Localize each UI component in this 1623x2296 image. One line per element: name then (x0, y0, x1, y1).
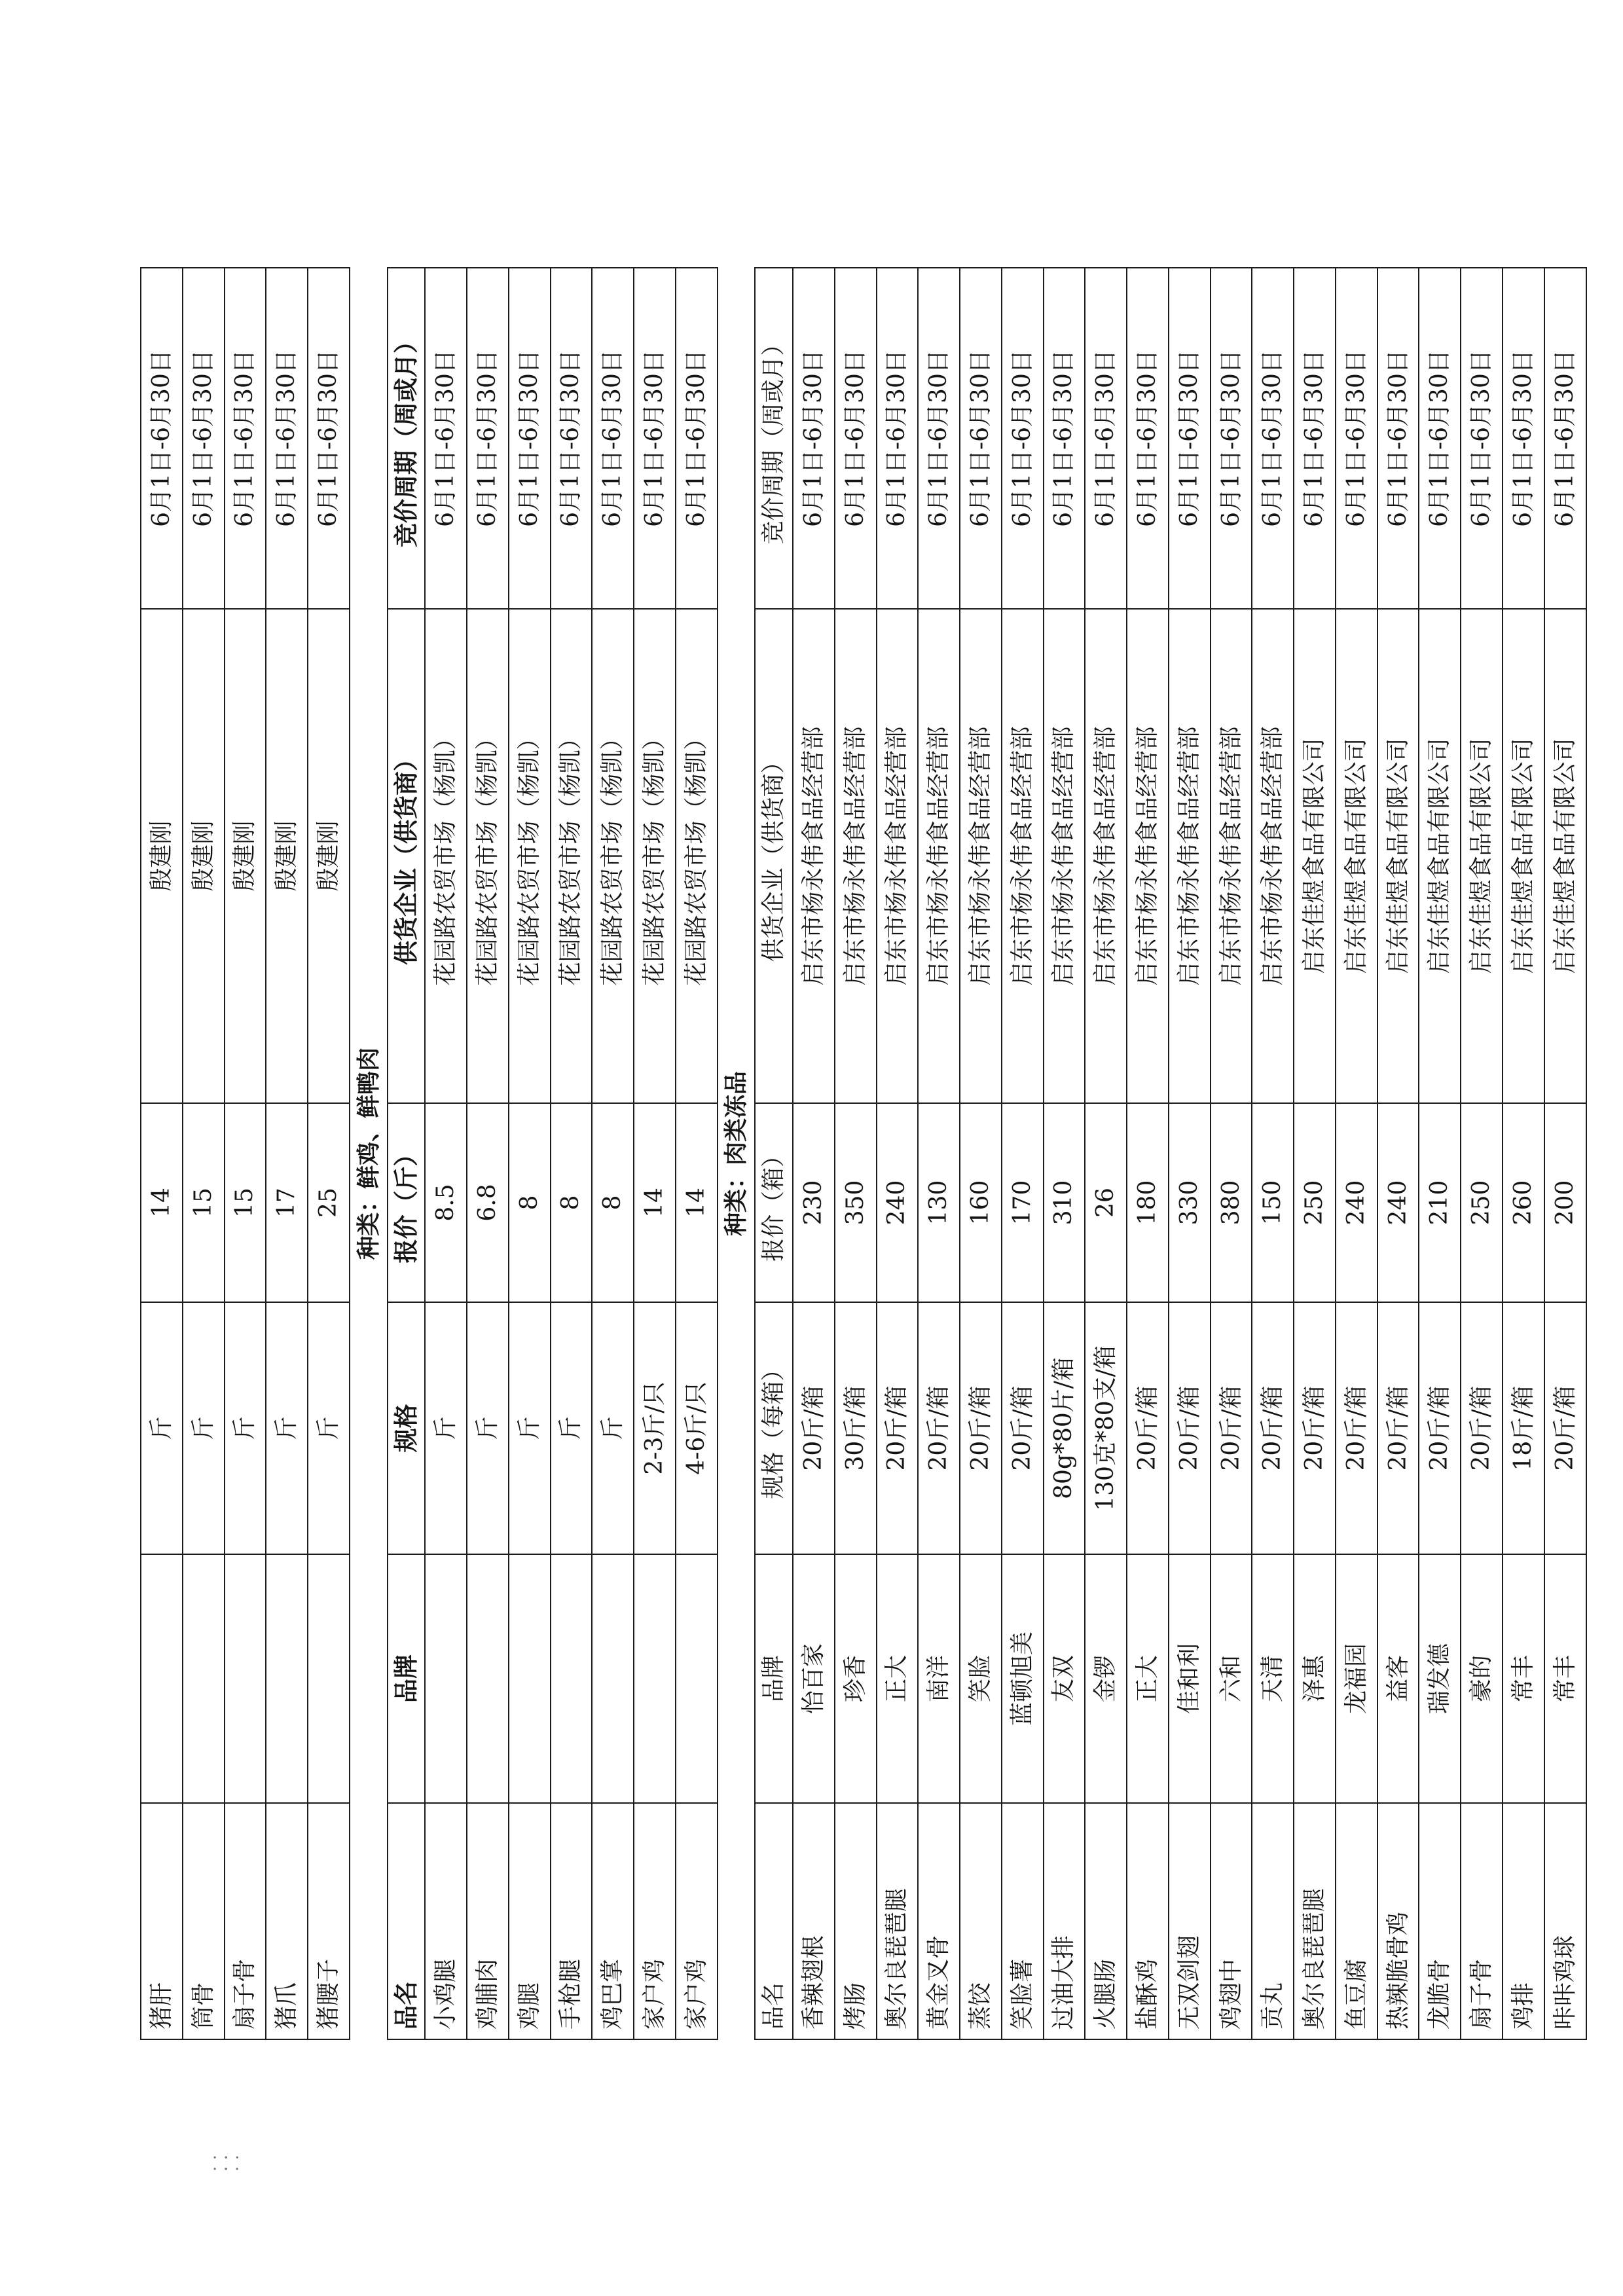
cell-brand (308, 1554, 350, 1803)
cell-name: 猪爪 (266, 1803, 308, 2039)
cell-price: 160 (960, 1103, 1002, 1302)
scan-speck: ⸬⸬ (213, 2153, 236, 2174)
cell-price: 报价（斤） (388, 1103, 426, 1302)
cell-brand: 珍香 (835, 1554, 877, 1803)
table-row (877, 268, 919, 2039)
table-row (467, 268, 509, 2039)
section-title: 种类：肉类冻品 (718, 268, 756, 2039)
cell-supplier: 花园路农贸市场（杨凯） (509, 609, 551, 1103)
cell-brand: 南洋 (918, 1554, 960, 1803)
cell-spec: 80g*80片/箱 (1044, 1302, 1085, 1554)
cell-supplier: 启东市杨永伟食品经营部 (1085, 609, 1127, 1103)
cell-price: 180 (1127, 1103, 1169, 1302)
cell-brand: 常丰 (1544, 1554, 1586, 1803)
cell-period: 6月1日-6月30日 (835, 268, 877, 609)
cell-period: 6月1日-6月30日 (1544, 268, 1586, 609)
cell-supplier: 启东市杨永伟食品经营部 (835, 609, 877, 1103)
cell-supplier: 花园路农贸市场（杨凯） (467, 609, 509, 1103)
cell-supplier: 启东市杨永伟食品经营部 (1044, 609, 1085, 1103)
cell-spec: 20斤/箱 (1336, 1302, 1377, 1554)
cell-supplier: 殷建刚 (266, 609, 308, 1103)
cell-spec: 规格（每箱） (755, 1302, 793, 1554)
cell-supplier: 启东佳煜食品有限公司 (1294, 609, 1336, 1103)
cell-brand (266, 1554, 308, 1803)
cell-name: 筒骨 (183, 1803, 225, 2039)
cell-name: 品名 (388, 1803, 426, 2039)
cell-name: 蒸饺 (960, 1803, 1002, 2039)
table-row (634, 268, 676, 2039)
cell-price: 6.8 (467, 1103, 509, 1302)
cell-supplier: 启东佳煜食品有限公司 (1503, 609, 1544, 1103)
cell-supplier: 供货企业（供货商） (755, 609, 793, 1103)
cell-name: 鸡排 (1503, 1803, 1544, 2039)
cell-period: 6月1日-6月30日 (634, 268, 676, 609)
cell-period: 竞价周期（周或月） (388, 268, 426, 609)
cell-brand: 豪的 (1461, 1554, 1503, 1803)
cell-supplier: 启东佳煜食品有限公司 (1419, 609, 1461, 1103)
cell-period: 6月1日-6月30日 (1419, 268, 1461, 609)
cell-supplier: 启东佳煜食品有限公司 (1544, 609, 1586, 1103)
cell-name: 笑脸薯 (1002, 1803, 1044, 2039)
cell-spec: 20斤/箱 (1377, 1302, 1419, 1554)
table-row (960, 268, 1002, 2039)
cell-price: 350 (835, 1103, 877, 1302)
cell-price: 250 (1294, 1103, 1336, 1302)
cell-brand: 六和 (1211, 1554, 1252, 1803)
cell-brand: 品牌 (388, 1554, 426, 1803)
table-row (1252, 268, 1294, 2039)
cell-supplier: 花园路农贸市场（杨凯） (592, 609, 634, 1103)
cell-price: 240 (1336, 1103, 1377, 1302)
section-title-poultry (350, 268, 388, 2039)
table-row (551, 268, 593, 2039)
cell-supplier: 殷建刚 (225, 609, 266, 1103)
cell-price: 230 (793, 1103, 835, 1302)
cell-period: 6月1日-6月30日 (551, 268, 593, 609)
cell-name: 奥尔良琵琶腿 (877, 1803, 919, 2039)
cell-spec: 20斤/箱 (1461, 1302, 1503, 1554)
cell-spec: 斤 (141, 1302, 183, 1554)
cell-price: 240 (877, 1103, 919, 1302)
cell-price: 14 (676, 1103, 718, 1302)
table-row (266, 268, 308, 2039)
cell-supplier: 启东市杨永伟食品经营部 (1252, 609, 1294, 1103)
cell-period: 6月1日-6月30日 (225, 268, 266, 609)
cell-period: 6月1日-6月30日 (266, 268, 308, 609)
cell-spec: 4-6斤/只 (676, 1302, 718, 1554)
cell-brand: 正大 (877, 1554, 919, 1803)
table-row (308, 268, 350, 2039)
cell-supplier: 启东市杨永伟食品经营部 (1127, 609, 1169, 1103)
cell-period: 6月1日-6月30日 (592, 268, 634, 609)
table-row (592, 268, 634, 2039)
cell-price: 15 (183, 1103, 225, 1302)
cell-spec: 规格 (388, 1302, 426, 1554)
cell-period: 6月1日-6月30日 (509, 268, 551, 609)
cell-period: 6月1日-6月30日 (676, 268, 718, 609)
cell-name: 品名 (755, 1803, 793, 2039)
cell-name: 无双剑翅 (1169, 1803, 1211, 2039)
cell-price: 报价（箱） (755, 1103, 793, 1302)
cell-name: 黄金叉骨 (918, 1803, 960, 2039)
cell-price: 8 (592, 1103, 634, 1302)
cell-price: 17 (266, 1103, 308, 1302)
cell-supplier: 启东市杨永伟食品经营部 (877, 609, 919, 1103)
table-row (1169, 268, 1211, 2039)
cell-period: 6月1日-6月30日 (1503, 268, 1544, 609)
cell-price: 260 (1503, 1103, 1544, 1302)
cell-period: 6月1日-6月30日 (1294, 268, 1336, 609)
cell-supplier: 启东佳煜食品有限公司 (1377, 609, 1419, 1103)
cell-supplier: 供货企业（供货商） (388, 609, 426, 1103)
cell-spec: 20斤/箱 (918, 1302, 960, 1554)
cell-price: 250 (1461, 1103, 1503, 1302)
table-row (1336, 268, 1377, 2039)
cell-brand: 怡百家 (793, 1554, 835, 1803)
cell-name: 扇子骨 (225, 1803, 266, 2039)
table-row (509, 268, 551, 2039)
cell-supplier: 花园路农贸市场（杨凯） (551, 609, 593, 1103)
cell-brand: 瑞发德 (1419, 1554, 1461, 1803)
cell-brand (467, 1554, 509, 1803)
cell-price: 130 (918, 1103, 960, 1302)
cell-spec: 斤 (308, 1302, 350, 1554)
cell-brand: 正大 (1127, 1554, 1169, 1803)
cell-supplier: 殷建刚 (308, 609, 350, 1103)
cell-brand (225, 1554, 266, 1803)
cell-price: 25 (308, 1103, 350, 1302)
cell-name: 手枪腿 (551, 1803, 593, 2039)
cell-period: 6月1日-6月30日 (1044, 268, 1085, 609)
cell-period: 6月1日-6月30日 (141, 268, 183, 609)
cell-spec: 2-3斤/只 (634, 1302, 676, 1554)
cell-name: 奥尔良琵琶腿 (1294, 1803, 1336, 2039)
cell-price: 380 (1211, 1103, 1252, 1302)
cell-price: 15 (225, 1103, 266, 1302)
cell-brand: 蓝顿旭美 (1002, 1554, 1044, 1803)
table-row (793, 268, 835, 2039)
cell-name: 鸡翅中 (1211, 1803, 1252, 2039)
cell-brand: 天清 (1252, 1554, 1294, 1803)
cell-brand (183, 1554, 225, 1803)
cell-spec: 20斤/箱 (1002, 1302, 1044, 1554)
cell-period: 6月1日-6月30日 (1211, 268, 1252, 609)
cell-period: 6月1日-6月30日 (1127, 268, 1169, 609)
cell-brand (634, 1554, 676, 1803)
cell-supplier: 启东市杨永伟食品经营部 (1002, 609, 1044, 1103)
cell-spec: 斤 (467, 1302, 509, 1554)
cell-spec: 20斤/箱 (1252, 1302, 1294, 1554)
cell-name: 猪肝 (141, 1803, 183, 2039)
table-row (1377, 268, 1419, 2039)
cell-spec: 斤 (509, 1302, 551, 1554)
cell-name: 家户鸡 (676, 1803, 718, 2039)
cell-name: 家户鸡 (634, 1803, 676, 2039)
cell-name: 热辣脆骨鸡 (1377, 1803, 1419, 2039)
table-row (183, 268, 225, 2039)
cell-period: 6月1日-6月30日 (1377, 268, 1419, 609)
cell-period: 6月1日-6月30日 (425, 268, 467, 609)
cell-supplier: 启东佳煜食品有限公司 (1461, 609, 1503, 1103)
procurement-price-document (140, 268, 1587, 2040)
cell-name: 烤肠 (835, 1803, 877, 2039)
cell-price: 210 (1419, 1103, 1461, 1302)
cell-name: 猪腰子 (308, 1803, 350, 2039)
table-row (1544, 268, 1586, 2039)
cell-price: 14 (141, 1103, 183, 1302)
cell-period: 6月1日-6月30日 (1169, 268, 1211, 609)
cell-brand: 常丰 (1503, 1554, 1544, 1803)
cell-name: 过油大排 (1044, 1803, 1085, 2039)
cell-name: 火腿肠 (1085, 1803, 1127, 2039)
cell-price: 26 (1085, 1103, 1127, 1302)
cell-spec: 20斤/箱 (793, 1302, 835, 1554)
cell-brand: 笑脸 (960, 1554, 1002, 1803)
cell-period: 6月1日-6月30日 (1252, 268, 1294, 609)
cell-spec: 斤 (592, 1302, 634, 1554)
cell-spec: 斤 (551, 1302, 593, 1554)
cell-supplier: 花园路农贸市场（杨凯） (676, 609, 718, 1103)
cell-brand (141, 1554, 183, 1803)
cell-name: 鸡脯肉 (467, 1803, 509, 2039)
table-row (1294, 268, 1336, 2039)
cell-period: 6月1日-6月30日 (1002, 268, 1044, 609)
cell-spec: 20斤/箱 (877, 1302, 919, 1554)
cell-price: 240 (1377, 1103, 1419, 1302)
cell-period: 6月1日-6月30日 (183, 268, 225, 609)
cell-period: 6月1日-6月30日 (467, 268, 509, 609)
cell-spec: 斤 (266, 1302, 308, 1554)
cell-name: 香辣翅根 (793, 1803, 835, 2039)
cell-supplier: 启东市杨永伟食品经营部 (1211, 609, 1252, 1103)
cell-name: 贡丸 (1252, 1803, 1294, 2039)
cell-price: 200 (1544, 1103, 1586, 1302)
table-row (676, 268, 718, 2039)
cell-price: 14 (634, 1103, 676, 1302)
table-row (1211, 268, 1252, 2039)
cell-name: 咔咔鸡球 (1544, 1803, 1586, 2039)
header-row-poultry (388, 268, 426, 2039)
cell-price: 330 (1169, 1103, 1211, 1302)
table-row (835, 268, 877, 2039)
cell-period: 6月1日-6月30日 (308, 268, 350, 609)
cell-supplier: 启东市杨永伟食品经营部 (918, 609, 960, 1103)
cell-brand (551, 1554, 593, 1803)
cell-spec: 30斤/箱 (835, 1302, 877, 1554)
cell-price: 8 (509, 1103, 551, 1302)
cell-period: 6月1日-6月30日 (1336, 268, 1377, 609)
cell-spec: 20斤/箱 (1169, 1302, 1211, 1554)
cell-price: 8 (551, 1103, 593, 1302)
cell-price: 150 (1252, 1103, 1294, 1302)
cell-supplier: 启东市杨永伟食品经营部 (793, 609, 835, 1103)
cell-brand: 佳和利 (1169, 1554, 1211, 1803)
cell-period: 6月1日-6月30日 (793, 268, 835, 609)
cell-name: 扇子骨 (1461, 1803, 1503, 2039)
table-row (1461, 268, 1503, 2039)
table-row (1002, 268, 1044, 2039)
table-row (1127, 268, 1169, 2039)
cell-brand (509, 1554, 551, 1803)
cell-spec: 20斤/箱 (1294, 1302, 1336, 1554)
cell-brand (592, 1554, 634, 1803)
cell-name: 鱼豆腐 (1336, 1803, 1377, 2039)
cell-supplier: 花园路农贸市场（杨凯） (425, 609, 467, 1103)
cell-period: 6月1日-6月30日 (1461, 268, 1503, 609)
cell-brand: 泽惠 (1294, 1554, 1336, 1803)
cell-name: 盐酥鸡 (1127, 1803, 1169, 2039)
cell-supplier: 启东市杨永伟食品经营部 (1169, 609, 1211, 1103)
price-table-body (141, 268, 1586, 2039)
cell-price: 170 (1002, 1103, 1044, 1302)
cell-period: 6月1日-6月30日 (918, 268, 960, 609)
table-row (1419, 268, 1461, 2039)
cell-period: 6月1日-6月30日 (960, 268, 1002, 609)
cell-supplier: 花园路农贸市场（杨凯） (634, 609, 676, 1103)
cell-brand (425, 1554, 467, 1803)
cell-spec: 20斤/箱 (1127, 1302, 1169, 1554)
cell-brand (676, 1554, 718, 1803)
cell-name: 小鸡腿 (425, 1803, 467, 2039)
section-title-frozen (718, 268, 756, 2039)
table-row (1503, 268, 1544, 2039)
cell-supplier: 殷建刚 (183, 609, 225, 1103)
cell-supplier: 启东市杨永伟食品经营部 (960, 609, 1002, 1103)
cell-brand: 益客 (1377, 1554, 1419, 1803)
cell-supplier: 殷建刚 (141, 609, 183, 1103)
section-title: 种类：鲜鸡、鲜鸭肉 (350, 268, 388, 2039)
cell-period: 6月1日-6月30日 (877, 268, 919, 609)
table-row (425, 268, 467, 2039)
cell-brand: 龙福园 (1336, 1554, 1377, 1803)
cell-spec: 20斤/箱 (1419, 1302, 1461, 1554)
cell-spec: 斤 (183, 1302, 225, 1554)
cell-spec: 斤 (425, 1302, 467, 1554)
table-row (225, 268, 266, 2039)
cell-price: 310 (1044, 1103, 1085, 1302)
cell-spec: 20斤/箱 (1211, 1302, 1252, 1554)
cell-period: 6月1日-6月30日 (1085, 268, 1127, 609)
cell-spec: 斤 (225, 1302, 266, 1554)
cell-supplier: 启东佳煜食品有限公司 (1336, 609, 1377, 1103)
cell-price: 8.5 (425, 1103, 467, 1302)
table-row (1085, 268, 1127, 2039)
cell-brand: 友双 (1044, 1554, 1085, 1803)
cell-name: 鸡腿 (509, 1803, 551, 2039)
cell-name: 龙脆骨 (1419, 1803, 1461, 2039)
cell-brand: 品牌 (755, 1554, 793, 1803)
price-table (140, 267, 1587, 2040)
cell-brand: 金锣 (1085, 1554, 1127, 1803)
cell-spec: 18斤/箱 (1503, 1302, 1544, 1554)
cell-period: 竞价周期（周或月） (755, 268, 793, 609)
header-row-frozen (755, 268, 793, 2039)
cell-spec: 20斤/箱 (1544, 1302, 1586, 1554)
table-row (918, 268, 960, 2039)
cell-spec: 130克*80支/箱 (1085, 1302, 1127, 1554)
cell-spec: 20斤/箱 (960, 1302, 1002, 1554)
table-row (141, 268, 183, 2039)
cell-name: 鸡巴掌 (592, 1803, 634, 2039)
table-row (1044, 268, 1085, 2039)
